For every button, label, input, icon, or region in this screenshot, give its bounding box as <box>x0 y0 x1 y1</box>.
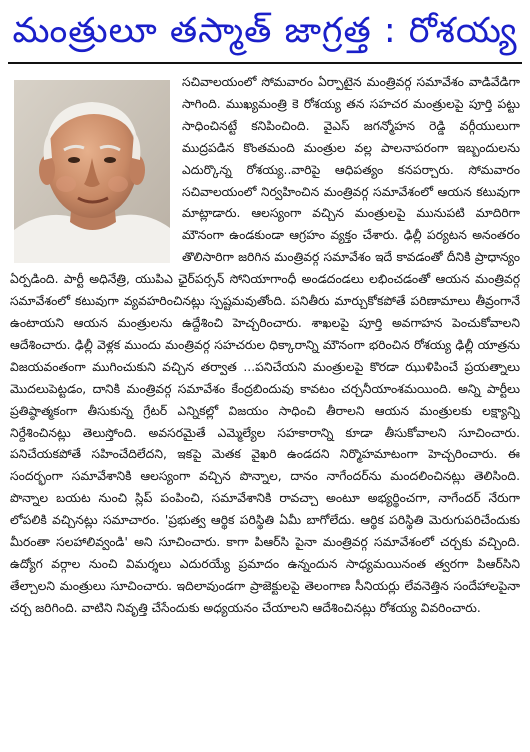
article-text: సచివాలయంలో సోమవారం ఏర్పాటైన మంత్రివర్గ సమావేశం వాడివేడిగా సాగింది. ముఖ్యమంత్రి కె రోశయ్య తన సహచర మంత్రులపై పూర్తి పట్టు సాధించినట్టే కనిపించింది. వైఎస్ జగన్మోహన రెడ్డి వర్గీయులుగా ముద్రపడిన కొంతమంది మంత్రుల వల్ల పాలనాపరంగా ఇబ్బందులను ఎదుర్కొన్న రోశయ్య..వారిపై ఆధిపత్యం కనపర్చారు. సోమవారం సచివాలయంలో నిర్వహించిన మంత్రివర్గ సమావేశంలో ఆయన కటువుగా మాట్లాడారు. ఆలస్యంగా వచ్చిన మంత్రులపై మునుపటి మాదిరిగా మౌనంగా ఉండకుండా ఆగ్రహం వ్యక్తం చేశారు. ఢిల్లీ పర్యటన అనంతరం తొలిసారిగా జరిగిన మంత్రివర్గ సమావేశం ఇదే కావడంతో దీనికి ప్రాధాన్యం ఏర్పడింది. పార్టీ అధినేత్రి, యుపిఎ ఛైర్‌పర్సన్ సోనియాగాంధీ అండదండలు లభించడంతో ఆయన మంత్రివర్గ సమావేశంలో కటువుగా వ్యవహరించినట్లు స్పష్టమవుతోంది. పనితీరు మార్చుకోకపోతే పరిణామాలు తీవ్రంగానే ఉంటాయని ఆయన మంత్రులను ఉద్దేశించి హెచ్చరించారు. శాఖలపై పూర్తి అవగాహన పెంచుకోవాలని ఆదేశించారు. ఢిల్లీ వెళ్లక ముందు మంత్రివర్గ సహచరుల ధిక్కారాన్ని మౌనంగా భరించిన రోశయ్య ఢిల్లీ యాత్రను విజయవంతంగా ముగించుకుని వచ్చిన తర్వాత ...పనిచేయని మంత్రులపై కొరడా ఝుళిపించే ప్రయత్నాలు మొదలుపెట్టడం, దానికి మంత్రివర్గ సమావేశం కేంద్రబిందువు కావటం చర్చనీయాంశమయింది. అన్ని పార్టీలు ప్రతిష్ఠాత్మకంగా తీసుకున్న గ్రేటర్ ఎన్నికల్లో విజయం సాధించి తీరాలని ఆయన మంత్రులకు లక్ష్యాన్ని నిర్దేశించినట్లు తెలుస్తోంది. అవసరమైతే ఎమ్మెల్యేల సహకారాన్ని కూడా తీసుకోవాలని సూచించారు. పనిచేయకపోతే సహించేదిలేదని, ఇకపై మెతక వైఖరి ఉండదని నిర్మొహమాటంగా హెచ్చరించారు. ఈ సందర్భంగా సమావేశానికి ఆలస్యంగా వచ్చిన పొన్నాల, దానం నాగేందర్‌ను మందలించినట్లు తెలిసింది. పొన్నాల బయట నుంచి స్లిప్ పంపించి, సమావేశానికి రావచ్చా అంటూ అభ్యర్థించగా, నాగేందర్ నేరుగా లోపలికి వచ్చినట్లు సమాచారం. 'ప్రభుత్వ ఆర్థిక పరిస్థితి ఏమీ బాగోలేదు. ఆర్థిక పరిస్థితి మెరుగుపరిచేందుకు మీరంతా సలహాలివ్వండి' అని సూచించారు. కాగా పిఆర్‌సి పైనా మంత్రివర్గ సమావేశంలో చర్చకు వచ్చింది. ఉద్యోగ వర్గాల నుంచి విమర్శలు ఎదురయ్యే ప్రమాదం ఉన్నందున సాధ్యమయినంత త్వరగా పిఆర్‌సిని తేల్చాలని మంత్రులు సూచించారు. ఇదిలావుండగా ప్రాజెక్టులపై తెలంగాణ సీనియర్లు లేవనెత్తిన సందేహాలపైనా చర్చ జరిగింది. వాటిని నివృత్తి చేసేందుకు అధ్యయనం చేయాలని ఆదేశించినట్లు రోశయ్య వివరించారు. <box>10 75 520 615</box>
portrait-photo <box>14 80 170 263</box>
portrait-illustration <box>14 80 170 263</box>
headline: మంత్రులూ తస్మాత్ జాగ్రత్త : రోశయ్య <box>12 11 518 51</box>
headline-divider <box>8 62 522 64</box>
article-body <box>10 72 520 748</box>
